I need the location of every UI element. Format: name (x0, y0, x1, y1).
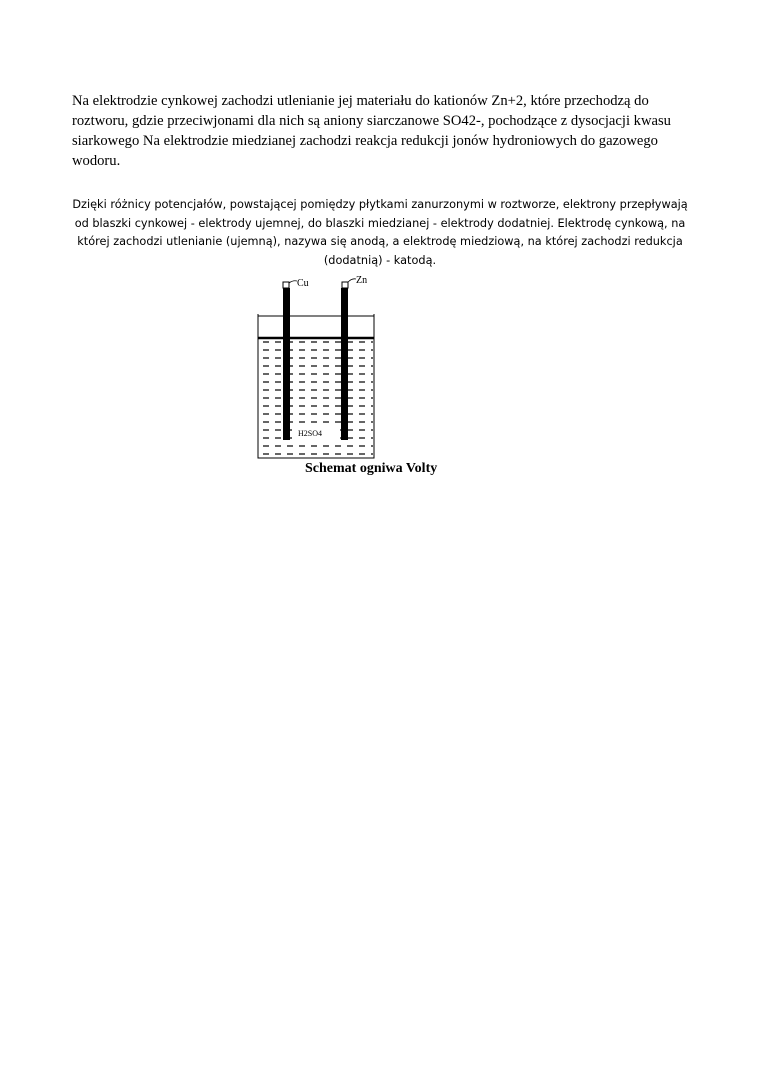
zn-electrode (341, 288, 348, 440)
zn-lead (348, 279, 356, 282)
cu-label: Cu (297, 278, 309, 289)
zn-label: Zn (356, 275, 368, 286)
paragraph-electrode-reactions: Na elektrodzie cynkowej zachodzi utlenianie jej materiału do kationów Zn+2, które przechodzą do roztworu, gdzie przeciwjonami dla nich są aniony siarczanowe SO42-, pochodzące z dysocjacji kwasu siarkowego Na elektrodzie miedzianej zachodzi reakcja redukcji jonów hydroniowych do gazowego wodoru. (72, 93, 671, 169)
paragraph-potential-difference: Dzięki różnicy potencjałów, powstającej pomiędzy płytkami zanurzonymi w roztworze, elektrony przepływają od blaszki cynkowej - elektrody ujemnej, do blaszki miedzianej - elektrody dodatniej. Elektrodę cynkową, na której zachodzi utlenianie (ujemną), nazywa się anodą, a elektrodę miedziową, na której zachodzi redukcja (dodatnią) - katodą. (72, 198, 688, 267)
cu-electrode (283, 288, 290, 440)
cu-terminal (283, 282, 289, 288)
cu-lead (289, 281, 297, 283)
zn-terminal (342, 282, 348, 288)
volta-cell-diagram (250, 274, 390, 469)
diagram-caption: Schemat ogniwa Volty (305, 461, 438, 476)
solution-label: H2SO4 (298, 429, 323, 438)
